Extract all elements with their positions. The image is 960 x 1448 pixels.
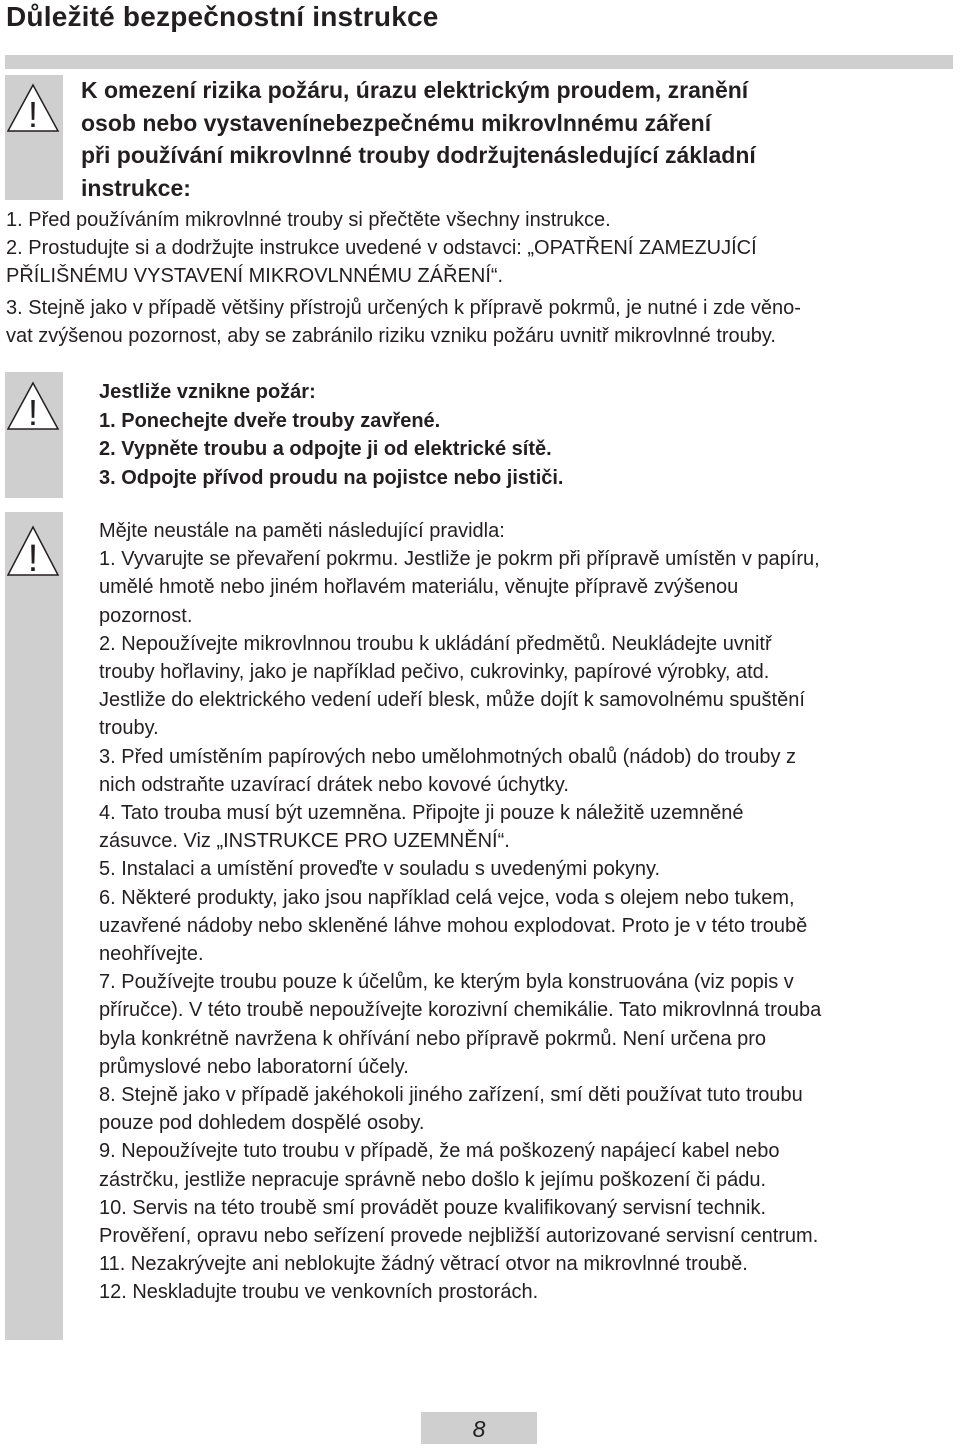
warning-triangle-icon bbox=[5, 82, 61, 134]
svg-text:!: ! bbox=[27, 538, 39, 578]
rules-sidebar bbox=[5, 512, 63, 1340]
rule-line: pozornost. bbox=[99, 604, 193, 627]
rule-line: 3. Před umístěním papírových nebo umělohmotných obalů (nádob) do trouby z bbox=[99, 745, 797, 768]
intro-item-1: 1. Před používáním mikrovlnné trouby si přečtěte všechny instrukce. bbox=[6, 209, 611, 231]
intro-item-3-cont: vat zvýšenou pozornost, aby se zabránilo riziku vzniku požáru uvnitř mikrovlnné trouby. bbox=[6, 325, 776, 347]
rule-line: 12. Neskladujte troubu ve venkovních prostorách. bbox=[99, 1281, 539, 1304]
fire-heading: Jestliže vznikne požár: bbox=[99, 381, 316, 403]
svg-text:!: ! bbox=[27, 392, 39, 432]
fire-instructions bbox=[99, 378, 563, 492]
rule-line: trouby. bbox=[99, 717, 159, 740]
rules-heading: Mějte neustále na paměti následující pravidla: bbox=[99, 520, 505, 542]
page-title: Důležité bezpečnostní instrukce bbox=[6, 1, 439, 32]
rule-line: 10. Servis na této troubě smí provádět pouze kvalifikovaný servisní technik. bbox=[99, 1196, 767, 1219]
rule-line: 11. Nezakrývejte ani neblokujte žádný větrací otvor na mikrovlnné troubě. bbox=[99, 1253, 748, 1276]
intro-item-2-cont: PŘÍLIŠNÉMU VYSTAVENÍ MIKROVLNNÉMU ZÁŘENÍ“. bbox=[6, 265, 504, 287]
intro-item-2: 2. Prostudujte si a dodržujte instrukce uvedené v odstavci: „OPATŘENÍ ZAMEZUJÍCÍ bbox=[6, 237, 757, 259]
fire-step: 2. Vypněte troubu a odpojte ji od elektrické sítě. bbox=[99, 438, 552, 460]
rule-line: příručce). V této troubě nepoužívejte korozivní chemikálie. Tato mikrovlnná trouba bbox=[99, 999, 822, 1022]
rule-line: 9. Nepoužívejte tuto troubu v případě, že má poškozený napájecí kabel nebo bbox=[99, 1140, 780, 1163]
rule-line: 6. Některé produkty, jako jsou například celá vejce, voda s olejem nebo tukem, bbox=[99, 886, 795, 909]
heading-line: instrukce: bbox=[81, 174, 191, 201]
fire-step: 1. Ponechejte dveře trouby zavřené. bbox=[99, 409, 441, 432]
rules-list bbox=[99, 517, 821, 1307]
rule-line: neohřívejte. bbox=[99, 943, 204, 966]
rule-line: Prověření, opravu nebo seřízení provede nejbližší autorizované servisní centrum. bbox=[99, 1225, 819, 1248]
rule-line: zástrčku, jestliže nepracuje správně nebo došlo k jejímu poškození či pádu. bbox=[99, 1168, 767, 1191]
rule-line: byla konkrétně navržena k ohřívání nebo přípravě pokrmů. Není určena pro bbox=[99, 1027, 767, 1050]
heading-line: osob nebo vystavenínebezpečnému mikrovlnnému záření bbox=[81, 109, 712, 136]
rule-line: 7. Používejte troubu pouze k účelům, ke kterým byla konstruována (viz popis v bbox=[99, 971, 794, 994]
rule-line: Jestliže do elektrického vedení udeří blesk, může dojít k samovolnému spuštění bbox=[99, 689, 805, 712]
heading-line: při používání mikrovlnné trouby dodržujtenásledující základní bbox=[81, 142, 756, 168]
rule-line: trouby hořlaviny, jako je například pečivo, cukrovinky, papírové výrobky, atd. bbox=[99, 661, 770, 684]
warning-triangle-icon bbox=[5, 380, 61, 432]
rule-line: 5. Instalaci a umístění proveďte v souladu s uvedenými pokyny. bbox=[99, 858, 661, 881]
intro-item-3: 3. Stejně jako v případě většiny přístrojů určených k přípravě pokrmů, je nutné i zde věno- bbox=[6, 297, 801, 319]
page-number: 8 bbox=[421, 1412, 537, 1444]
rule-line: 4. Tato trouba musí být uzemněna. Připojte ji pouze k náležitě uzemněné bbox=[99, 802, 744, 825]
rule-line: průmyslové nebo laboratorní účely. bbox=[99, 1055, 409, 1078]
warning-triangle-icon bbox=[5, 524, 61, 578]
heading-line: K omezení rizika požáru, úrazu elektrickým proudem, zranění bbox=[81, 77, 749, 103]
rule-line: umělé hmotě nebo jiném hořlavém materiálu, věnujte přípravě zvýšenou bbox=[99, 576, 739, 599]
header-divider bbox=[5, 55, 953, 69]
rule-line: nich odstraňte uzavírací drátek nebo kovové úchytky. bbox=[99, 773, 569, 796]
svg-text:!: ! bbox=[27, 94, 39, 134]
rule-line: pouze pod dohledem dospělé osoby. bbox=[99, 1112, 425, 1135]
rule-line: 8. Stejně jako v případě jakéhokoli jiného zařízení, smí děti používat tuto troubu bbox=[99, 1084, 803, 1107]
safety-heading bbox=[81, 74, 901, 204]
rule-line: uzavřené nádoby nebo skleněné láhve mohou explodovat. Proto je v této troubě bbox=[99, 914, 808, 937]
rule-line: zásuvce. Viz „INSTRUKCE PRO UZEMNĚNÍ“. bbox=[99, 830, 510, 853]
rule-line: 1. Vyvarujte se převaření pokrmu. Jestliže je pokrm při přípravě umístěn v papíru, bbox=[99, 548, 820, 571]
rule-line: 2. Nepoužívejte mikrovlnnou troubu k ukládání předmětů. Neukládejte uvnitř bbox=[99, 632, 772, 655]
fire-step: 3. Odpojte přívod proudu na pojistce nebo jističi. bbox=[99, 466, 564, 489]
